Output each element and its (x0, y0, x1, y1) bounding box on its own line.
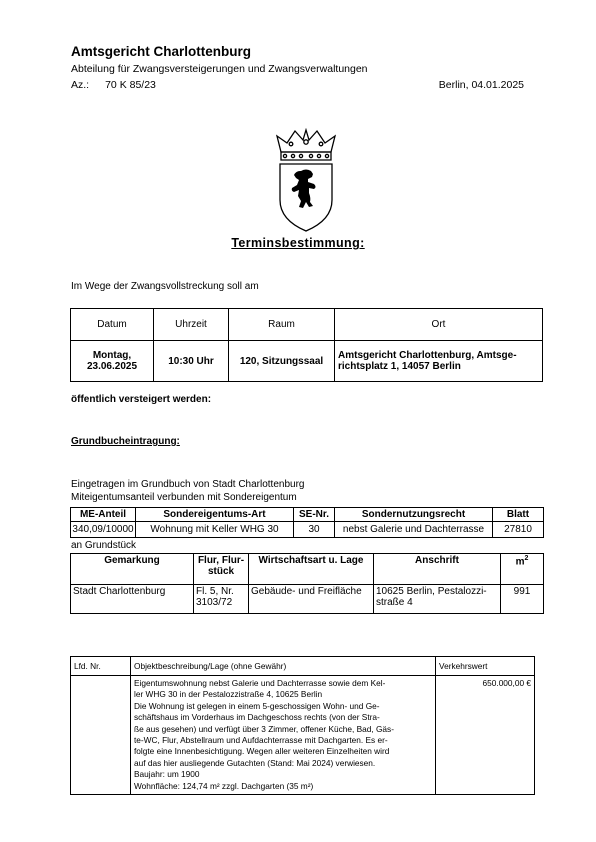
header-se-nr: SE-Nr. (294, 508, 335, 522)
grundstueck-label: an Grundstück (71, 540, 137, 551)
sondereigentum-table (70, 507, 544, 538)
header-datum: Datum (71, 309, 154, 341)
desc-line: folgte eine Innenbesichtigung. Wegen aller weiteren Einzelheiten wird (134, 746, 390, 757)
m2-base: m (515, 556, 525, 568)
header-sondereigentums-art: Sondereigentums-Art (136, 508, 294, 522)
grundstueck-header-row (71, 554, 544, 585)
desc-line: Eigentumswohnung nebst Galerie und Dachterrasse sowie dem Kel- (134, 678, 386, 688)
objekt-header-row (71, 657, 535, 676)
header-raum: Raum (229, 309, 335, 341)
desc-line: auf das hier ausliegende Gutachten (Stand: Mai 2024) verwiesen. (134, 757, 376, 768)
anschrift-line-2: straße 4 (376, 597, 413, 608)
header-blatt: Blatt (493, 508, 544, 522)
termin-ort (335, 341, 543, 382)
sondernutzungsrecht: nebst Galerie und Dachterrasse (335, 522, 493, 538)
desc-line: Wohnfläche: 124,74 m² zzgl. Dachgarten (35 m²) (134, 780, 314, 791)
datum-weekday: Montag, (92, 350, 132, 361)
anschrift (374, 585, 501, 614)
wirtschaftsart: Gebäude- und Freifläche (249, 585, 374, 614)
case-number (71, 79, 156, 91)
header-anschrift: Anschrift (374, 554, 501, 585)
flur-header-line-2: stück (207, 566, 235, 577)
public-auction-text: öffentlich versteigert werden: (71, 394, 212, 405)
court-name: Amtsgericht Charlottenburg (71, 44, 252, 59)
lfd-nr (71, 676, 131, 795)
grundbuch-line-2: Miteigentumsanteil verbunden mit Sondereigentum (71, 492, 297, 503)
berlin-coat-of-arms-icon (273, 128, 339, 234)
az-label: Az.: (71, 79, 90, 91)
header-sondernutzungsrecht: Sondernutzungsrecht (335, 508, 493, 522)
desc-line: schäftshaus im Vorderhaus im Dachgeschoss rechts (von der Stra- (134, 712, 380, 723)
blatt: 27810 (493, 522, 544, 538)
header-flaeche (501, 554, 544, 585)
verkehrswert: 650.000,00 € (436, 676, 535, 795)
flaeche: 991 (501, 585, 544, 614)
desc-line: ße aus gesehen) und verfügt über 3 Zimmer, offener Küche, Bad, Gäs- (134, 723, 394, 734)
ort-line-1: Amtsgericht Charlottenburg, Amtsge- (338, 350, 517, 361)
header-wirtschaftsart: Wirtschaftsart u. Lage (249, 554, 374, 585)
ort-line-2: richtsplatz 1, 14057 Berlin (338, 361, 461, 372)
flur-line-2: 3103/72 (196, 597, 233, 608)
flur (194, 585, 249, 614)
grundstueck-row (71, 585, 544, 614)
objektbeschreibung (131, 676, 436, 795)
grundbuch-heading: Grundbucheintragung: (71, 436, 180, 447)
header-lfd-nr: Lfd. Nr. (71, 657, 131, 676)
sondereigentums-art: Wohnung mit Keller WHG 30 (136, 522, 294, 538)
termin-header-row (71, 309, 543, 341)
header-ort: Ort (335, 309, 543, 341)
datum-date: 23.06.2025 (86, 361, 138, 372)
anschrift-line-1: 10625 Berlin, Pestalozzi- (376, 586, 487, 597)
termin-table (70, 308, 543, 382)
m2-sup: 2 (524, 555, 529, 562)
desc-line: te-WC, Flur, Abstellraum und Aufdachterrasse mit Dachgarten. Es er- (134, 735, 388, 746)
page-title: Terminsbestimmung: (231, 236, 365, 250)
objekt-row (71, 676, 535, 795)
se-nr: 30 (294, 522, 335, 538)
department-name: Abteilung für Zwangsversteigerungen und Zwangsverwaltungen (71, 63, 368, 75)
me-anteil: 340,09/10000 (71, 522, 136, 538)
intro-text: Im Wege der Zwangsvollstreckung soll am (71, 281, 259, 292)
termin-uhrzeit: 10:30 Uhr (154, 341, 229, 382)
flur-line-1: Fl. 5, Nr. (196, 586, 234, 597)
desc-line: ler WHG 30 in der Pestalozzistraße 4, 10625 Berlin (134, 689, 323, 700)
header-verkehrswert: Verkehrswert (436, 657, 535, 676)
header-me-anteil: ME-Anteil (71, 508, 136, 522)
gemarkung: Stadt Charlottenburg (71, 585, 194, 614)
grundstueck-table (70, 553, 544, 614)
header-gemarkung: Gemarkung (71, 554, 194, 585)
termin-datum (71, 341, 154, 382)
termin-raum: 120, Sitzungssaal (229, 341, 335, 382)
header-flur (194, 554, 249, 585)
desc-line: Die Wohnung ist gelegen in einem 5-geschossigen Wohn- und Ge- (134, 700, 380, 711)
header-objektbeschreibung: Objektbeschreibung/Lage (ohne Gewähr) (131, 657, 436, 676)
az-number: 70 K 85/23 (105, 79, 156, 91)
desc-line: Baujahr: um 1900 (134, 769, 200, 780)
flur-header-line-1: Flur, Flur- (197, 555, 245, 566)
objekt-table (70, 656, 535, 795)
place-date: Berlin, 04.01.2025 (438, 79, 524, 91)
grundbuch-line-1: Eingetragen im Grundbuch von Stadt Charlottenburg (71, 479, 305, 490)
termin-value-row (71, 341, 543, 382)
sondereigentum-header-row (71, 508, 544, 522)
sondereigentum-row (71, 522, 544, 538)
header-uhrzeit: Uhrzeit (154, 309, 229, 341)
